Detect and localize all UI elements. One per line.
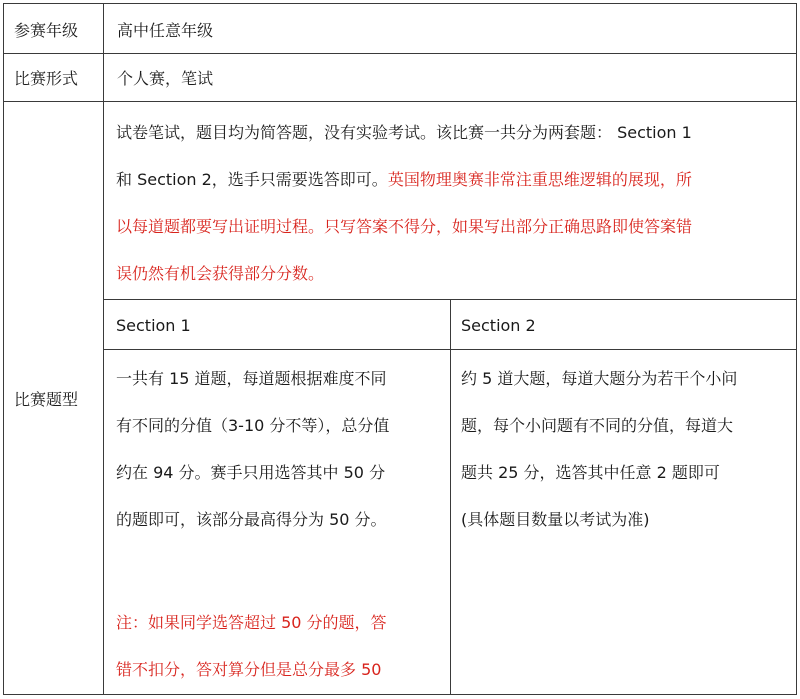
section2-line: 题，每个小问题有不同的分值，每道大 [461, 416, 734, 435]
row-divider [3, 53, 797, 54]
section1-header: Section 1 [116, 316, 191, 335]
table-border-bottom [3, 694, 797, 695]
section1-note-line: 错不扣分，答对算分但是总分最多 50 [116, 660, 382, 679]
intro-line [116, 167, 692, 190]
table-border-left [3, 3, 4, 695]
section2-header: Section 2 [461, 316, 536, 335]
row-divider [3, 101, 797, 102]
section1-line: 的题即可，该部分最高得分为 50 分。 [116, 510, 387, 529]
intro-line: 试卷笔试，题目均为简答题，没有实验考试。该比赛一共分为两套题： Section 1 [116, 123, 692, 142]
intro-highlight-line: 误仍然有机会获得部分分数。 [116, 264, 325, 283]
section2-body [461, 366, 791, 566]
intro-highlight: 英国物理奥赛非常注重思维逻辑的展现，所 [387, 170, 692, 189]
section1-line: 一共有 15 道题，每道题根据难度不同 [116, 369, 387, 388]
section2-line: 约 5 道大题，每道大题分为若干个小问 [461, 369, 738, 388]
column-divider [103, 3, 104, 695]
section1-note-line: 注：如果同学选答超过 50 分的题，答 [116, 613, 387, 632]
section-column-divider [450, 299, 451, 695]
section1-line: 约在 94 分。赛手只用选答其中 50 分 [116, 463, 386, 482]
section2-line: (具体题目数量以考试为准) [461, 510, 650, 529]
table-border-right [796, 3, 797, 695]
format-value: 个人赛，笔试 [117, 69, 214, 88]
section1-body [116, 366, 446, 686]
table-border-top [3, 3, 797, 4]
intro-highlight-line: 以每道题都要写出证明过程。只写答案不得分，如果写出部分正确思路即使答案错 [116, 217, 693, 236]
intro-text: 和 Section 2，选手只需要选答即可。 [116, 170, 388, 189]
format-label: 比赛形式 [14, 69, 79, 88]
types-label: 比赛题型 [14, 390, 79, 409]
section2-line: 题共 25 分，选答其中任意 2 题即可 [461, 463, 720, 482]
level-label: 参赛年级 [14, 21, 79, 40]
section1-line: 有不同的分值（3-10 分不等），总分值 [116, 416, 390, 435]
intro-paragraph [116, 120, 788, 290]
level-value: 高中任意年级 [117, 21, 214, 40]
